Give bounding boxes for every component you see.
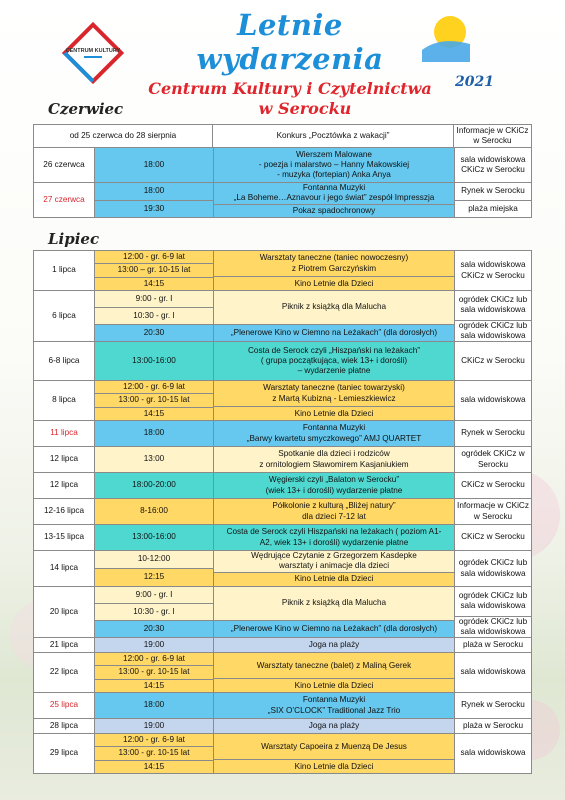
event-place-column [455,693,531,718]
event-date: 25 lipca [34,693,95,718]
event-date: 8 lipca [34,381,95,420]
time-slot: 13:00 – gr. 10-15 lat [95,263,213,276]
event-title: Fontanna Muzyki „Barwy kwartetu smyczkowego” AMJ QUARTET [214,421,454,446]
event-time-column [95,693,214,718]
event-title-column [214,421,455,446]
event-place-column [455,525,531,550]
time-slot: 12:00 - gr. 6-9 lat [95,734,213,746]
event-title: Costa de Serock czyli Hiszpański na leżakach ( poziom A1- A2, wiek 13+ i dorośli) wydarzenie płatne [214,525,454,550]
event-date: 6-8 lipca [34,342,95,380]
event-title-column [214,734,455,773]
event-place: CKiCz w Serocku [461,532,525,542]
event-place: sala widowiskowa [460,667,526,677]
event-title: Półkolonie z kulturą „Bliżej natury” dla dzieci 7-12 lat [214,499,454,524]
event-title: Warsztaty taneczne (balet) z Maliną Gerek [214,653,454,678]
table-row [33,342,532,381]
time-slot: 12:00 - gr. 6-9 lat [95,653,213,665]
june-schedule-table [33,124,532,218]
event-time: 19:00 [95,719,213,733]
event-time-column [95,251,214,290]
event-time-column [95,381,214,420]
event-date: 29 lipca [34,734,95,773]
event-title: Warsztaty Capoeira z Muenzą De Jesus [214,734,454,759]
month-heading-june: Czerwiec [48,100,124,118]
event-place-column [455,291,531,341]
sub-event-title: Pokaz spadochronowy [214,204,454,218]
time-slot: 12:00 - gr. 6-9 lat [95,251,213,263]
sub-event-time: 19:30 [95,200,213,218]
event-time: 8-16:00 [95,499,213,524]
event-title-column [213,125,454,147]
table-row [33,148,532,183]
time-slot: 13:00 - gr. 10-15 lat [95,393,213,406]
event-time: 13:00-16:00 [95,525,213,550]
event-place-column [455,251,531,290]
event-time-column [95,551,214,586]
event-place-column [455,587,531,637]
event-date: 12 lipca [34,473,95,498]
page-subtitle-location: w Serocku [258,99,352,118]
time-slot: 13:00 - gr. 10-15 lat [95,665,213,678]
event-place: plaża w Serocku [462,720,524,730]
event-date: 6 lipca [34,291,95,341]
sub-event-time: 20:30 [95,324,213,341]
event-place: Rynek w Serocku [461,700,525,710]
event-title-column [214,499,455,524]
event-time-column [95,653,214,692]
event-title-column [214,638,455,652]
table-row [33,183,532,218]
event-title: Wierszem Malowane - poezja i malarstwo – Hanny Makowskiej - muzyka (fortepian) Anka Anya [214,148,454,182]
event-time-column [95,291,214,341]
event-time-column [95,525,214,550]
table-row [33,291,532,342]
event-place-column [455,638,531,652]
event-time-column [95,183,214,217]
event-place: ogródek CKiCz lub sala widowiskowa [458,295,528,315]
event-time-column [95,638,214,652]
event-title: Warsztaty taneczne (taniec nowoczesny) z Piotrem Garczyńskim [214,251,454,276]
event-time-column [95,499,214,524]
ckicz-logo [62,22,124,84]
event-title-column [214,183,455,217]
event-date: 14 lipca [34,551,95,586]
event-title-column [214,342,455,380]
time-slot: 10:30 - gr. I [95,603,213,620]
event-title: Spotkanie dla dzieci i rodziców z ornitologiem Sławomirem Kasjaniukiem [214,447,454,472]
event-title-column [214,291,455,341]
event-time-column [95,421,214,446]
event-place-column [455,653,531,692]
event-place: sala widowiskowa [460,748,526,758]
event-place-column [455,734,531,773]
event-place-column [455,719,531,733]
table-row [33,499,532,525]
event-title: Joga na plaży [214,638,454,652]
sub-event-time: 14:15 [95,679,213,692]
sub-event-title: „Plenerowe Kino w Ciemno na Leżakach” (dla dorosłych) [214,324,454,341]
event-title: Piknik z książką dla Malucha [214,291,454,324]
event-place: sala widowiskowa [460,395,526,405]
table-row [33,734,532,774]
page-title-block [140,8,440,118]
sub-event-time: 14:15 [95,407,213,420]
event-title: Konkurs „Pocztówka z wakacji” [276,130,390,140]
table-row [33,638,532,653]
event-time: 10-12:00 [95,551,213,568]
event-date: 28 lipca [34,719,95,733]
event-date: 20 lipca [34,587,95,637]
event-title-column [214,719,455,733]
event-title: Wędrujące Czytanie z Grzegorzem Kasdepke warsztaty i animacje dla dzieci [214,551,454,572]
event-date: od 25 czerwca do 28 sierpnia [34,125,213,147]
event-time-column [95,587,214,637]
event-time-column [95,447,214,472]
time-slot: 9:00 - gr. I [95,291,213,307]
event-title-column [214,251,455,290]
time-slot: 9:00 - gr. I [95,587,213,603]
event-title-column [214,587,455,637]
event-place-column [455,148,531,182]
event-place-column [455,381,531,420]
event-date: 12-16 lipca [34,499,95,524]
event-place-column [455,342,531,380]
event-date: 11 lipca [34,421,95,446]
event-date: 27 czerwca [34,183,95,217]
table-row [33,124,532,148]
logo-text: CENTRUM KULTURY [65,48,121,54]
table-row [33,653,532,693]
event-title-column [214,381,455,420]
event-place-column [455,551,531,586]
event-place-column [455,473,531,498]
table-row [33,421,532,447]
event-time: 18:00-20:00 [95,473,213,498]
event-place: sala widowiskowa CKiCz w Serocku [460,154,526,174]
event-time-column [95,734,214,773]
sub-event-title: Kino Letnie dla Dzieci [214,678,454,692]
event-place: ogródek CKiCz w Serocku [461,449,525,469]
sub-event-time: 20:30 [95,620,213,637]
event-place-column [455,499,531,524]
event-time-column [95,473,214,498]
event-place: CKiCz w Serocku [461,355,525,365]
sub-event-title: Kino Letnie dla Dzieci [214,406,454,420]
event-title-column [214,693,455,718]
event-title-column [214,473,455,498]
table-row [33,473,532,499]
event-place: Informacje w CKiCz w Serocku [456,125,529,145]
page-title: Letnie wydarzenia [196,8,384,76]
event-time-column [95,148,214,182]
sub-event-time: 14:15 [95,760,213,773]
table-row [33,719,532,734]
event-place: Rynek w Serocku [461,186,525,196]
event-title: Fontanna Muzyki „SIX O’CLOCK” Traditional Jazz Trio [214,693,454,718]
event-title: Warsztaty taneczne (taniec towarzyski) z Martą Kubizną - Lemieszkiewicz [214,381,454,406]
sub-event-place: ogródek CKiCz lub sala widowiskowa [455,320,531,342]
event-place: CKiCz w Serocku [461,480,525,490]
event-date: 12 lipca [34,447,95,472]
event-title: Fontanna Muzyki „La Boheme…Aznavour i jego świat” zespół Impresszja [214,183,454,204]
event-time: 18:00 [95,148,213,182]
table-row [33,250,532,291]
sub-event-place: plaża miejska [455,200,531,218]
event-title-column [214,525,455,550]
event-title: Joga na plaży [214,719,454,733]
event-title-column [214,653,455,692]
sub-event-title: „Plenerowe Kino w Ciemno na Leżakach” (dla dorosłych) [214,620,454,637]
event-place-column [455,447,531,472]
event-place-column [454,125,531,147]
table-row [33,525,532,551]
event-time: 18:00 [95,693,213,718]
event-title: Costa de Serock czyli „Hiszpański na leżakach” ( grupa początkująca, wiek 13+ i dorośli) – wydarzenie płatne [214,342,454,380]
table-row [33,587,532,638]
sub-event-time: 12:15 [95,568,213,586]
event-title: Węgierski czyli „Balaton w Serocku” (wiek 13+ i dorośli) wydarzenie płatne [214,473,454,498]
event-place-column [455,421,531,446]
sub-event-place: ogródek CKiCz lub sala widowiskowa [455,616,531,638]
event-date: 1 lipca [34,251,95,290]
event-place: Informacje w CKiCz w Serocku [457,501,529,521]
time-slot: 13:00 - gr. 10-15 lat [95,746,213,759]
event-place: Rynek w Serocku [461,428,525,438]
year-label: 2021 [455,74,494,90]
july-schedule-table [33,250,532,774]
event-time: 18:00 [95,183,213,200]
page-subtitle: Centrum Kultury i Czytelnictwa [148,79,432,98]
time-slot: 10:30 - gr. I [95,307,213,324]
event-place: sala widowiskowa CKiCz w Serocku [460,260,526,280]
event-time: 18:00 [95,421,213,446]
event-date: 13-15 lipca [34,525,95,550]
table-row [33,381,532,421]
event-time: 13:00 [95,447,213,472]
table-row [33,693,532,719]
event-title: Piknik z książką dla Malucha [214,587,454,620]
event-title-column [214,551,455,586]
month-heading-july: Lipiec [48,230,100,248]
event-place-column [455,183,531,217]
event-place: plaża w Serocku [462,639,524,649]
event-time-column [95,342,214,380]
table-row [33,551,532,587]
event-place: ogródek CKiCz lub sala widowiskowa [458,558,528,578]
event-date: 21 lipca [34,638,95,652]
event-title-column [214,447,455,472]
sub-event-time: 14:15 [95,277,213,290]
table-row [33,447,532,473]
event-time-column [95,719,214,733]
sub-event-title: Kino Letnie dla Dzieci [214,276,454,290]
sub-event-title: Kino Letnie dla Dzieci [214,572,454,587]
sub-event-title: Kino Letnie dla Dzieci [214,759,454,773]
event-title-column [214,148,455,182]
event-time: 13:00-16:00 [95,342,213,380]
event-place: ogródek CKiCz lub sala widowiskowa [458,591,528,611]
time-slot: 12:00 - gr. 6-9 lat [95,381,213,393]
event-time: 19:00 [95,638,213,652]
event-date: 22 lipca [34,653,95,692]
event-date: 26 czerwca [34,148,95,182]
